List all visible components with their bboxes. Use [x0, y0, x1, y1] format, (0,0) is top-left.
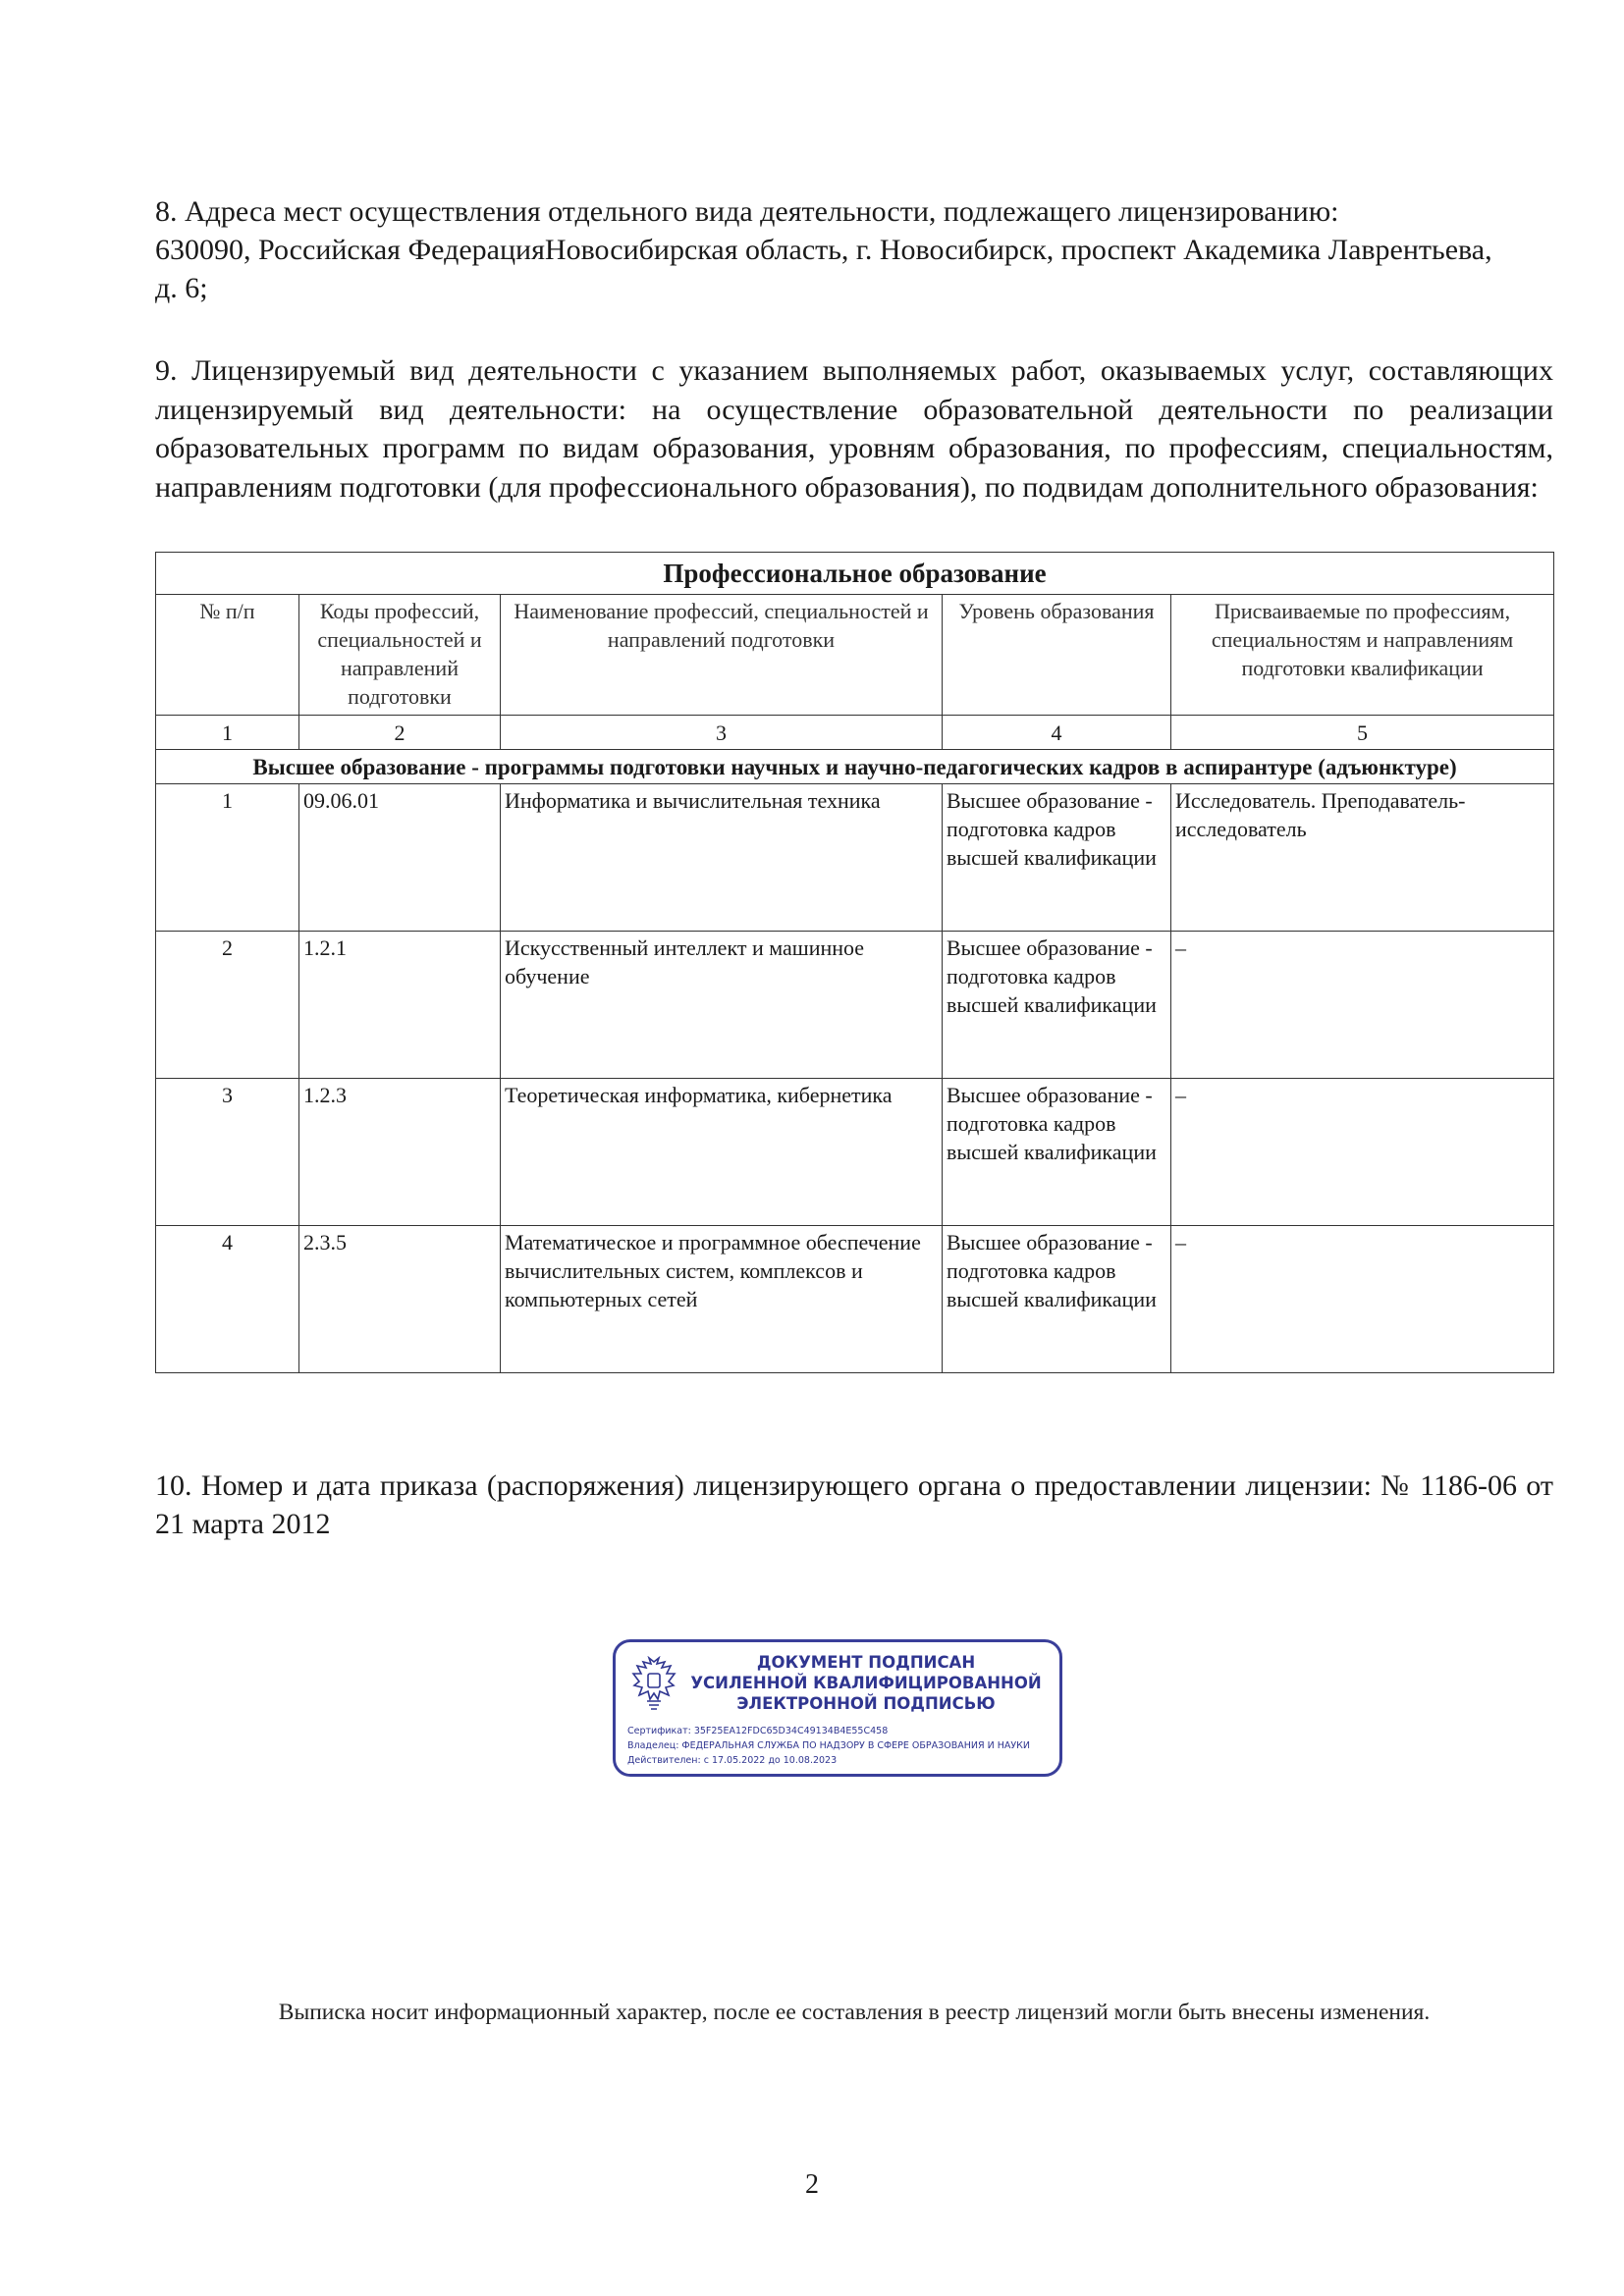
row-name: Математическое и программное обеспечение вычислительных систем, комплексов и компьютерных сетей	[501, 1226, 943, 1373]
row-qualification: –	[1171, 1226, 1554, 1373]
row-name: Теоретическая информатика, кибернетика	[501, 1079, 943, 1226]
stamp-owner: Владелец: ФЕДЕРАЛЬНАЯ СЛУЖБА ПО НАДЗОРУ В СФЕРЕ ОБРАЗОВАНИЯ И НАУКИ	[627, 1740, 1031, 1751]
row-code: 09.06.01	[299, 784, 501, 932]
header-level: Уровень образования	[943, 595, 1171, 716]
column-number: 5	[1171, 716, 1554, 750]
table-row	[156, 1226, 1554, 1373]
section-8-address-line1: 630090, Российская ФедерацияНовосибирская область, г. Новосибирск, проспект Академика Лаврентьева,	[155, 234, 1492, 266]
row-level: Высшее образование - подготовка кадров высшей квалификации	[943, 784, 1171, 932]
group-heading: Высшее образование - программы подготовки научных и научно-педагогических кадров в аспирантуре (адъюнктуре)	[156, 750, 1554, 784]
column-number: 2	[299, 716, 501, 750]
coat-of-arms-icon	[629, 1656, 678, 1715]
section-8	[155, 192, 1553, 307]
table-row	[156, 1079, 1554, 1226]
row-qualification: –	[1171, 1079, 1554, 1226]
education-table	[155, 552, 1554, 1373]
stamp-title-line: ЭЛЕКТРОННОЙ ПОДПИСЬЮ	[736, 1694, 996, 1713]
row-code: 1.2.1	[299, 932, 501, 1079]
section-8-heading: 8. Адреса мест осуществления отдельного вида деятельности, подлежащего лицензированию:	[155, 195, 1339, 228]
table-row	[156, 932, 1554, 1079]
stamp-certificate: Сертификат: 35F25EA12FDC65D34C49134B4E55C458	[627, 1726, 889, 1736]
row-number: 1	[156, 784, 299, 932]
section-10: 10. Номер и дата приказа (распоряжения) лицензирующего органа о предоставлении лицензии: № 1186-06 от 21 марта 2012	[155, 1469, 1553, 1540]
row-number: 2	[156, 932, 299, 1079]
row-level: Высшее образование - подготовка кадров высшей квалификации	[943, 932, 1171, 1079]
stamp-validity: Действителен: с 17.05.2022 до 10.08.2023	[627, 1755, 838, 1766]
table-title: Профессиональное образование	[156, 553, 1554, 595]
row-qualification: Исследователь. Преподаватель-исследователь	[1171, 784, 1554, 932]
header-codes: Коды профессий, специальностей и направлений подготовки	[299, 595, 501, 716]
table-title-row	[156, 553, 1554, 595]
row-number: 3	[156, 1079, 299, 1226]
page-number: 2	[805, 2169, 819, 2200]
header-number: № п/п	[156, 595, 299, 716]
row-name: Информатика и вычислительная техника	[501, 784, 943, 932]
header-names: Наименование профессий, специальностей и направлений подготовки	[501, 595, 943, 716]
stamp-title	[684, 1652, 1048, 1714]
section-8-address-line2: д. 6;	[155, 272, 208, 304]
row-code: 1.2.3	[299, 1079, 501, 1226]
table-row	[156, 784, 1554, 932]
header-qualifications: Присваиваемые по профессиям, специальностям и направлениям подготовки квалификации	[1171, 595, 1554, 716]
footnote: Выписка носит информационный характер, после ее составления в реестр лицензий могли быть внесены изменения.	[278, 2000, 1431, 2025]
column-number: 1	[156, 716, 299, 750]
column-number: 4	[943, 716, 1171, 750]
row-level: Высшее образование - подготовка кадров высшей квалификации	[943, 1079, 1171, 1226]
signature-stamp	[613, 1639, 1062, 1777]
stamp-title-line: УСИЛЕННОЙ КВАЛИФИЦИРОВАННОЙ	[690, 1674, 1042, 1692]
section-9: 9. Лицензируемый вид деятельности с указанием выполняемых работ, оказываемых услуг, составляющих лицензируемый вид деятельности: на осуществление образовательной деятельности по реализации образовательных программ по видам образования, уровням образования, по профессиям, специальностям, направлениям подготовки (для профессионального образования), по подвидам дополнительного образования:	[155, 354, 1553, 504]
row-name: Искусственный интеллект и машинное обучение	[501, 932, 943, 1079]
row-qualification: –	[1171, 932, 1554, 1079]
group-row	[156, 750, 1554, 784]
row-level: Высшее образование - подготовка кадров высшей квалификации	[943, 1226, 1171, 1373]
column-number: 3	[501, 716, 943, 750]
row-code: 2.3.5	[299, 1226, 501, 1373]
column-numbers-row	[156, 716, 1554, 750]
row-number: 4	[156, 1226, 299, 1373]
table-header-row	[156, 595, 1554, 716]
stamp-title-line: ДОКУМЕНТ ПОДПИСАН	[756, 1653, 976, 1672]
